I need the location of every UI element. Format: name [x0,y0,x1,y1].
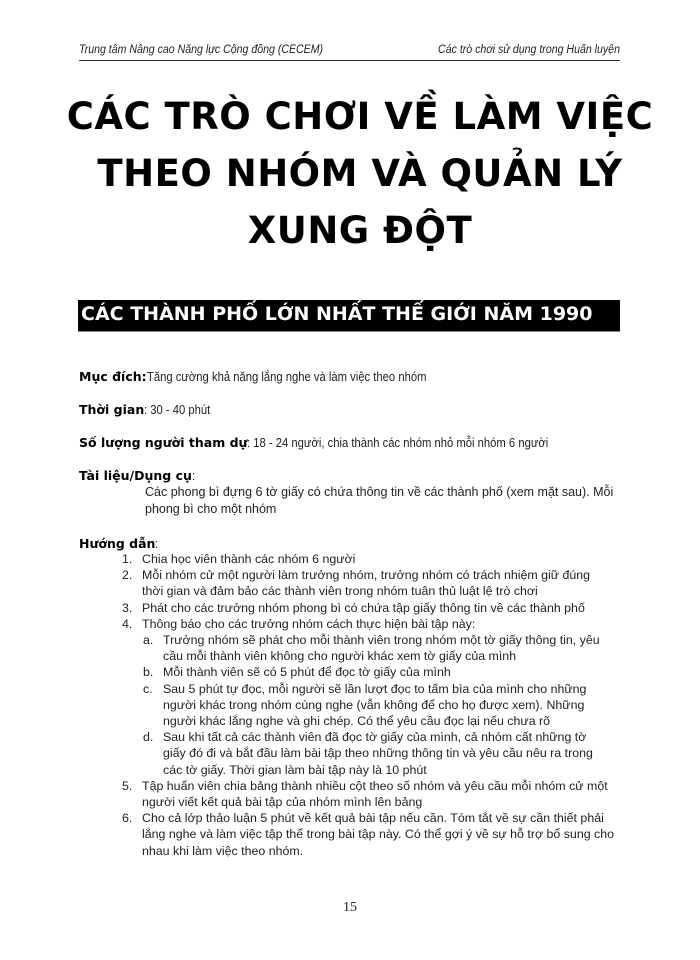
participants-label: Số lượng người tham dự [79,435,248,450]
sub-step-text: Trưởng nhóm sẽ phát cho mỗi thành viên trong nhóm một tờ giấy thông tin, yêu cầu mỗi thành viên không cho người khác xem tờ giấy của mình [163,633,600,664]
step-text: Tập huấn viên chia bảng thành nhiều cột theo số nhóm và yêu cầu mỗi nhóm cử một người viết kết quả bài tập của nhóm mình lên bảng [142,778,608,810]
participants-field [79,435,582,450]
section-heading: CÁC THÀNH PHỐ LỚN NHẤT THẾ GIỚI NĂM 1990 [81,303,593,325]
sub-step-letter: a. [143,633,154,648]
step-text: Chia học viên thành các nhóm 6 người [142,552,356,566]
sub-step-text: Mỗi thành viên sẽ có 5 phút để đọc tờ giấy của mình [163,665,451,680]
sub-step-letter: d. [143,730,154,745]
materials-field [79,468,195,483]
step-number: 4. [122,616,133,631]
step-item [100,778,660,810]
sub-step-item [142,664,660,680]
materials-label: Tài liệu/Dụng cụ [79,468,192,483]
instructions-field [79,536,159,551]
step-item [100,600,660,616]
sub-step-item [142,681,660,730]
step-item [100,616,660,778]
sub-step-item [142,729,660,778]
sub-step-text: Sau khi tất cả các thành viên đã đọc tờ giấy của mình, cả nhóm cất những tờ giấy đó đi và bắt đầu làm bài tập theo những thông tin và yêu cầu nêu ra trong các tờ giấy. Thời gian làm bài tập này là 10 phút [163,730,593,777]
sub-step-text: Sau 5 phút tự đọc, mỗi người sẽ lần lượt đọc to tấm bìa của mình cho những người khác trong nhóm cùng nghe (vẫn không để cho họ được xem). Những người khác lắng nghe và ghi chép. Có thể yêu cầu đọc lại nếu chưa rõ [163,681,587,729]
instruction-steps [100,551,660,859]
header-right: Các trò chơi sử dụng trong Huấn luyện [438,44,620,56]
title-line: THEO NHÓM VÀ QUẢN LÝ [97,152,623,195]
running-header [79,44,620,61]
step-number: 6. [122,811,133,826]
step-text: Phát cho các trưởng nhóm phong bì có chứa tập giấy thông tin về các thành phố [142,600,585,615]
step-text: Thông báo cho các trưởng nhóm cách thực hiện bài tập này: [142,616,476,631]
sub-steps [142,632,660,778]
step-text: Mỗi nhóm cử một người làm trưởng nhóm, trưởng nhóm có trách nhiệm giữ đúng thời gian và đảm bảo các thành viên trong nhóm tuân thủ luật lệ trò chơi [142,568,591,599]
instructions-label: Hướng dẫn [79,536,156,551]
step-number: 3. [122,600,133,615]
step-number: 5. [122,778,133,793]
step-number: 1. [122,552,133,566]
sub-step-letter: c. [143,681,153,696]
sub-step-letter: b. [143,665,154,680]
step-item [100,810,660,859]
instructions-colon: : [155,537,159,551]
step-text: Cho cả lớp thảo luận 5 phút về kết quả bài tập nếu cần. Tóm tắt về sự cần thiết phải lắng nghe và làm việc tập thể trong bài tập này. Có thể gợi ý về sự hỗ trợ bổ sung cho nhau khi làm việc theo nhóm. [142,811,615,858]
time-value: : 30 - 40 phút [144,403,211,417]
section-heading-bar [78,300,620,332]
step-item [100,567,660,599]
page-title [60,88,660,259]
page-number: 15 [343,900,357,915]
title-line: CÁC TRÒ CHƠI VỀ LÀM VIỆC [66,95,654,138]
title-line: XUNG ĐỘT [247,209,473,252]
materials-colon: : [191,469,196,483]
step-item [100,551,660,567]
participants-value: : 18 - 24 người, chia thành các nhóm nhỏ mỗi nhóm 6 người [247,436,549,450]
step-number: 2. [122,568,133,583]
time-field [79,402,218,417]
time-label: Thời gian [79,402,145,417]
header-left: Trung tâm Nâng cao Năng lực Cộng đồng (CECEM) [79,44,324,56]
purpose-value: Tăng cường khả năng lắng nghe và làm việc theo nhóm [146,370,427,384]
purpose-field [79,369,457,384]
purpose-label: Mục đích: [79,369,147,384]
materials-description: Các phong bì đựng 6 tờ giấy có chứa thông tin về các thành phố (xem mặt sau). Mỗi phong bì cho một nhóm [145,485,614,516]
sub-step-item [142,632,660,664]
